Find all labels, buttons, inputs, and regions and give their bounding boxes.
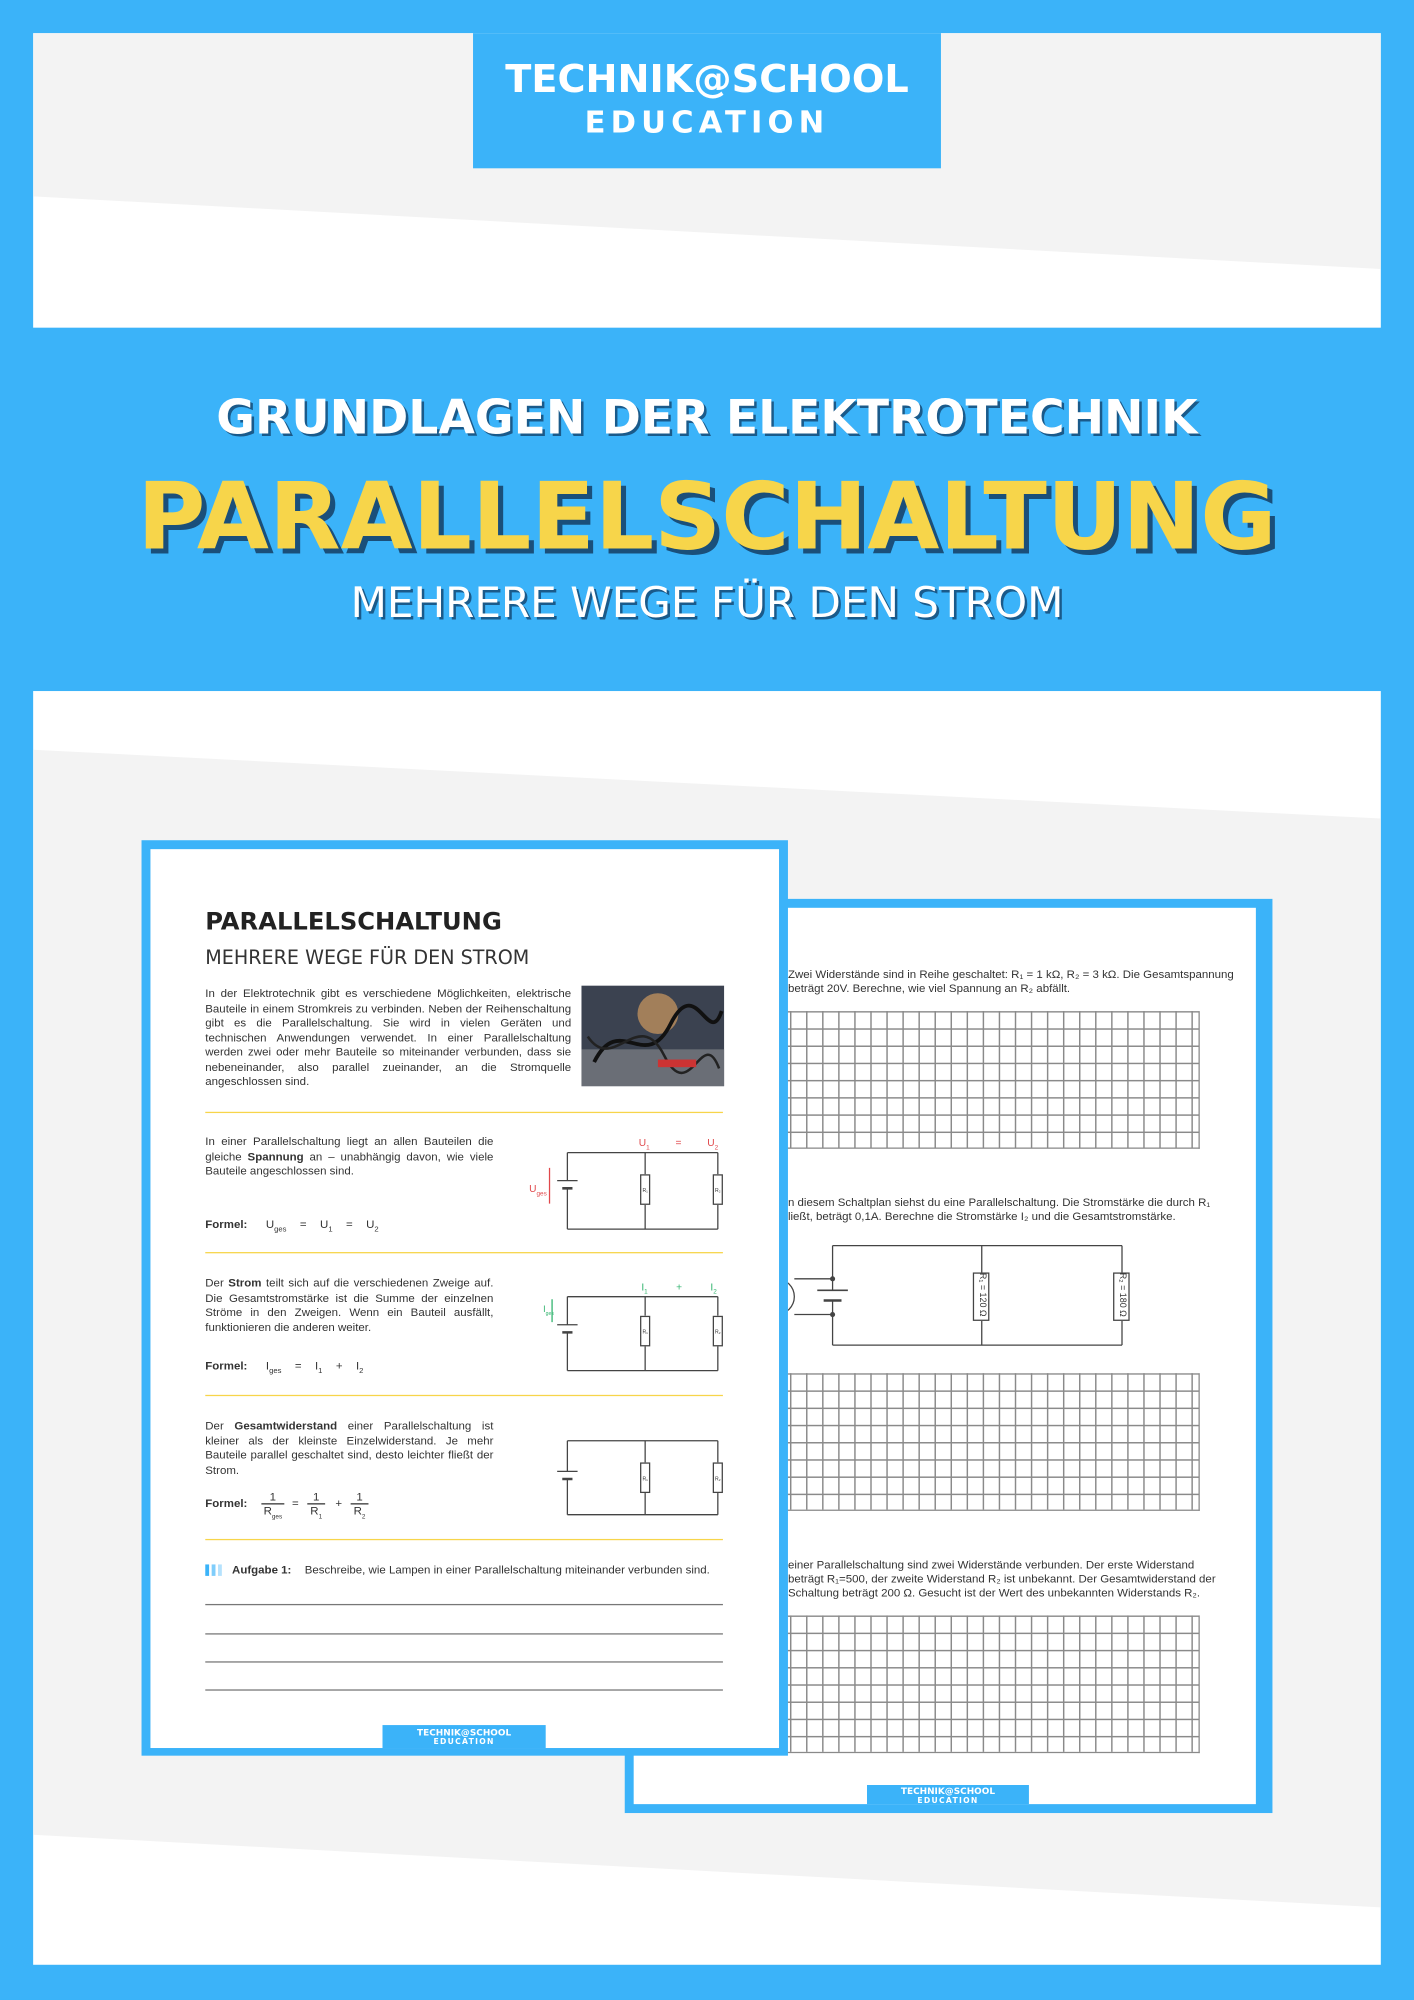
page-1-footer-logo	[383, 1725, 546, 1748]
current-top-a-sub: 1	[644, 1288, 648, 1297]
resistor-r1-current	[640, 1316, 650, 1347]
question-1-line-2: beträgt 20V. Berechne, wie viel Spannung an R₂ abfällt.	[787, 981, 1071, 995]
hero-title: PARALLELSCHALTUNG	[137, 462, 1277, 572]
cables-photo	[581, 986, 724, 1087]
hero-kicker: GRUNDLAGEN DER ELEKTROTECHNIK	[216, 390, 1198, 445]
current-side-label	[543, 1306, 554, 1317]
voltage-top-b: U	[707, 1137, 715, 1149]
circuit-diagram-resistance	[527, 1425, 731, 1527]
voltage-top-a: U	[638, 1137, 647, 1149]
task-1-label: Aufgabe 1:	[232, 1563, 292, 1576]
current-top-b: I	[710, 1281, 714, 1293]
voltage-side-sub: ges	[536, 1190, 547, 1198]
brand-name: TECHNIK@SCHOOL	[505, 57, 909, 102]
page-1-title: PARALLELSCHALTUNG	[205, 907, 502, 936]
formula-resistance-op: +	[335, 1496, 343, 1510]
fraction-r2	[351, 1490, 369, 1523]
hero-subtitle: MEHRERE WEGE FÜR DEN STROM	[350, 577, 1064, 628]
voltage-paragraph	[205, 1135, 493, 1179]
question-3-line-1: einer Parallelschaltung sind zwei Widerstände verbunden. Der erste Widerstand	[787, 1558, 1195, 1571]
formula-current-a: I	[265, 1359, 270, 1372]
formula-voltage-b-sub: 1	[328, 1226, 333, 1234]
resistor-r2-current-label: R₂	[714, 1328, 721, 1335]
resistor-r2-current	[713, 1316, 723, 1347]
answer-line-3[interactable]	[205, 1661, 723, 1662]
formula-voltage-eq: =	[299, 1217, 307, 1231]
question-3-line-3: Schaltung beträgt 200 Ω. Gesucht ist der Wert des unbekannten Widerstands R₂.	[787, 1586, 1201, 1599]
resistance-paragraph-bold: Gesamtwiderstand	[234, 1419, 338, 1432]
question-3-line-2: beträgt R₁=500, der zweite Widerstand R₂ ist unbekannt. Der Gesamtwiderstand der	[787, 1572, 1216, 1585]
current-paragraph	[205, 1276, 493, 1335]
formula-current-a-sub: ges	[269, 1367, 282, 1376]
current-top-b-sub: 2	[713, 1288, 717, 1297]
fraction-r1-den: R	[310, 1504, 319, 1518]
formula-current-label: Formel:	[205, 1359, 248, 1372]
resistance-paragraph	[205, 1419, 493, 1478]
resistance-paragraph-post: einer Parallelschaltung ist kleiner als der kleinste Einzelwiderstand. Je mehr Bauteile parallel geschaltet sind, desto leichter fließt der Strom.	[205, 1419, 494, 1476]
formula-current-c-sub: 2	[359, 1367, 364, 1376]
brand-logo	[473, 33, 941, 168]
formula-current	[205, 1359, 363, 1375]
formula-voltage-op: =	[346, 1217, 353, 1231]
brand-sub: EDUCATION	[584, 104, 830, 141]
worksheet-page-1	[142, 840, 788, 1755]
formula-voltage-label: Formel:	[205, 1217, 248, 1231]
fraction-r1-den-sub: 1	[318, 1513, 323, 1521]
resistance-paragraph-pre: Der	[205, 1419, 235, 1432]
task-1-text: Beschreibe, wie Lampen in einer Parallelschaltung miteinander verbunden sind.	[304, 1563, 710, 1576]
current-side: I	[543, 1305, 546, 1315]
current-paragraph-bold: Strom	[228, 1276, 262, 1290]
question-2-line-2: ließt, beträgt 0,1A. Berechne die Stromstärke I₂ und die Gesamtstromstärke.	[787, 1209, 1176, 1223]
formula-current-c: I	[355, 1359, 360, 1372]
fraction-rges-den: R	[263, 1504, 272, 1518]
voltage-paragraph-post: an – unabhängig davon, wie viele Bauteile angeschlossen sind.	[205, 1149, 494, 1177]
resistor-r2-resistance-label: R₂	[714, 1475, 721, 1482]
current-side-sub: ges	[545, 1309, 554, 1317]
answer-grid-1[interactable]	[774, 1011, 1200, 1149]
formula-voltage-b: U	[320, 1217, 329, 1231]
answer-line-4[interactable]	[205, 1689, 723, 1690]
divider-4	[205, 1539, 723, 1540]
divider-1	[205, 1112, 723, 1113]
fraction-rges-num: 1	[261, 1490, 284, 1504]
resistor-r1-current-label: R₁	[642, 1328, 648, 1335]
question-1-line-1: Zwei Widerstände sind in Reihe geschaltet: R₁ = 1 kΩ, R₂ = 3 kΩ. Die Gesamtspannung	[787, 967, 1234, 981]
answer-grid-3[interactable]	[774, 1615, 1200, 1753]
voltage-top-a-sub: 1	[646, 1144, 650, 1153]
fraction-r2-num: 1	[351, 1490, 369, 1504]
resistor-r2-voltage	[713, 1174, 723, 1205]
formula-voltage	[205, 1218, 378, 1234]
fraction-r1-num: 1	[307, 1490, 325, 1504]
fraction-r2-den-sub: 2	[361, 1513, 366, 1521]
voltage-side-label	[529, 1183, 547, 1198]
resistor-r1-voltage	[640, 1174, 650, 1205]
fraction-r1	[307, 1490, 325, 1523]
page-2-footer-brand: TECHNIK@SCHOOL	[900, 1786, 996, 1797]
page-1-footer-sub: EDUCATION	[433, 1737, 495, 1747]
task-1	[232, 1563, 710, 1576]
question-2-line-1: n diesem Schaltplan siehst du eine Parallelschaltung. Die Stromstärke die durch R₁	[787, 1195, 1211, 1209]
resistor-r2	[1113, 1272, 1130, 1320]
page-1-sheet	[150, 849, 779, 1748]
resistor-r1-resistance-label: R₁	[642, 1475, 648, 1482]
resistor-r2-label: R₂ = 180 Ω	[1117, 1272, 1127, 1317]
formula-voltage-a: U	[265, 1217, 275, 1231]
answer-line-2[interactable]	[205, 1633, 723, 1634]
voltage-paragraph-pre: In einer Parallelschaltung liegt an allen Bauteilen die gleiche	[205, 1134, 494, 1163]
fraction-r2-den: R	[353, 1504, 362, 1518]
formula-current-b-sub: 1	[318, 1367, 323, 1376]
current-top-a: I	[641, 1281, 645, 1293]
voltage-top-b-sub: 2	[714, 1144, 719, 1153]
fraction-rges-den-sub: ges	[271, 1513, 283, 1521]
formula-voltage-c-sub: 2	[374, 1226, 379, 1234]
voltage-paragraph-bold: Spannung	[247, 1149, 304, 1163]
formula-current-b: I	[314, 1359, 319, 1372]
answer-line-1[interactable]	[205, 1604, 723, 1605]
page-1-footer-brand: TECHNIK@SCHOOL	[417, 1727, 512, 1738]
voltage-side: U	[529, 1183, 537, 1195]
formula-voltage-c: U	[366, 1217, 375, 1231]
formula-current-op: +	[335, 1359, 343, 1372]
task-marker-icon	[205, 1564, 223, 1575]
parallel-circuit-diagram-page-2	[761, 1233, 1143, 1361]
resistor-r2-resistance	[713, 1462, 723, 1493]
divider-3	[205, 1395, 723, 1396]
resistor-r2-voltage-label: R₂	[714, 1187, 721, 1194]
answer-grid-2[interactable]	[774, 1373, 1200, 1511]
formula-resistance	[205, 1490, 460, 1523]
formula-voltage-a-sub: ges	[274, 1226, 287, 1234]
current-top-label	[641, 1281, 730, 1296]
formula-resistance-label: Formel:	[205, 1496, 248, 1510]
formula-current-eq: =	[294, 1359, 302, 1372]
resistor-r1-label: R₁ = 120 Ω	[977, 1272, 987, 1317]
resistor-r1-resistance	[640, 1462, 650, 1493]
divider-2	[205, 1252, 723, 1253]
page-2-footer-sub: EDUCATION	[917, 1796, 979, 1805]
page-1-subtitle: MEHRERE WEGE FÜR DEN STROM	[205, 946, 530, 969]
resistor-r1-voltage-label: R₁	[642, 1187, 648, 1194]
current-top-op: +	[676, 1281, 683, 1293]
resistor-r1	[973, 1272, 990, 1320]
voltage-top-label	[639, 1137, 728, 1152]
fraction-rges	[261, 1490, 284, 1523]
formula-resistance-eq: =	[291, 1496, 299, 1510]
intro-paragraph: In der Elektrotechnik gibt es verschiedene Möglichkeiten, elektrische Bauteile in einem Stromkreis zu verbinden. Neben der Reihenschaltung gibt es die Parallelschaltung. Sie wird in vielen Geräten und technischen Anwendungen verwendet. In einer Parallelschaltung werden zwei oder mehr Bauteile so miteinander verbunden, dass sie nebeneinander, also parallel zueinander, an die Stromquelle angeschlossen sind.	[205, 986, 572, 1088]
current-paragraph-pre: Der	[205, 1276, 229, 1290]
page-2-footer-logo	[867, 1785, 1029, 1804]
current-paragraph-post: teilt sich auf die verschiedenen Zweige auf. Die Gesamtstromstärke ist die Summe der einzelnen Ströme in den Zweigen. Wenn ein Bauteil ausfällt, funktionieren die anderen weiter.	[205, 1276, 494, 1334]
voltage-top-op: =	[675, 1137, 682, 1149]
